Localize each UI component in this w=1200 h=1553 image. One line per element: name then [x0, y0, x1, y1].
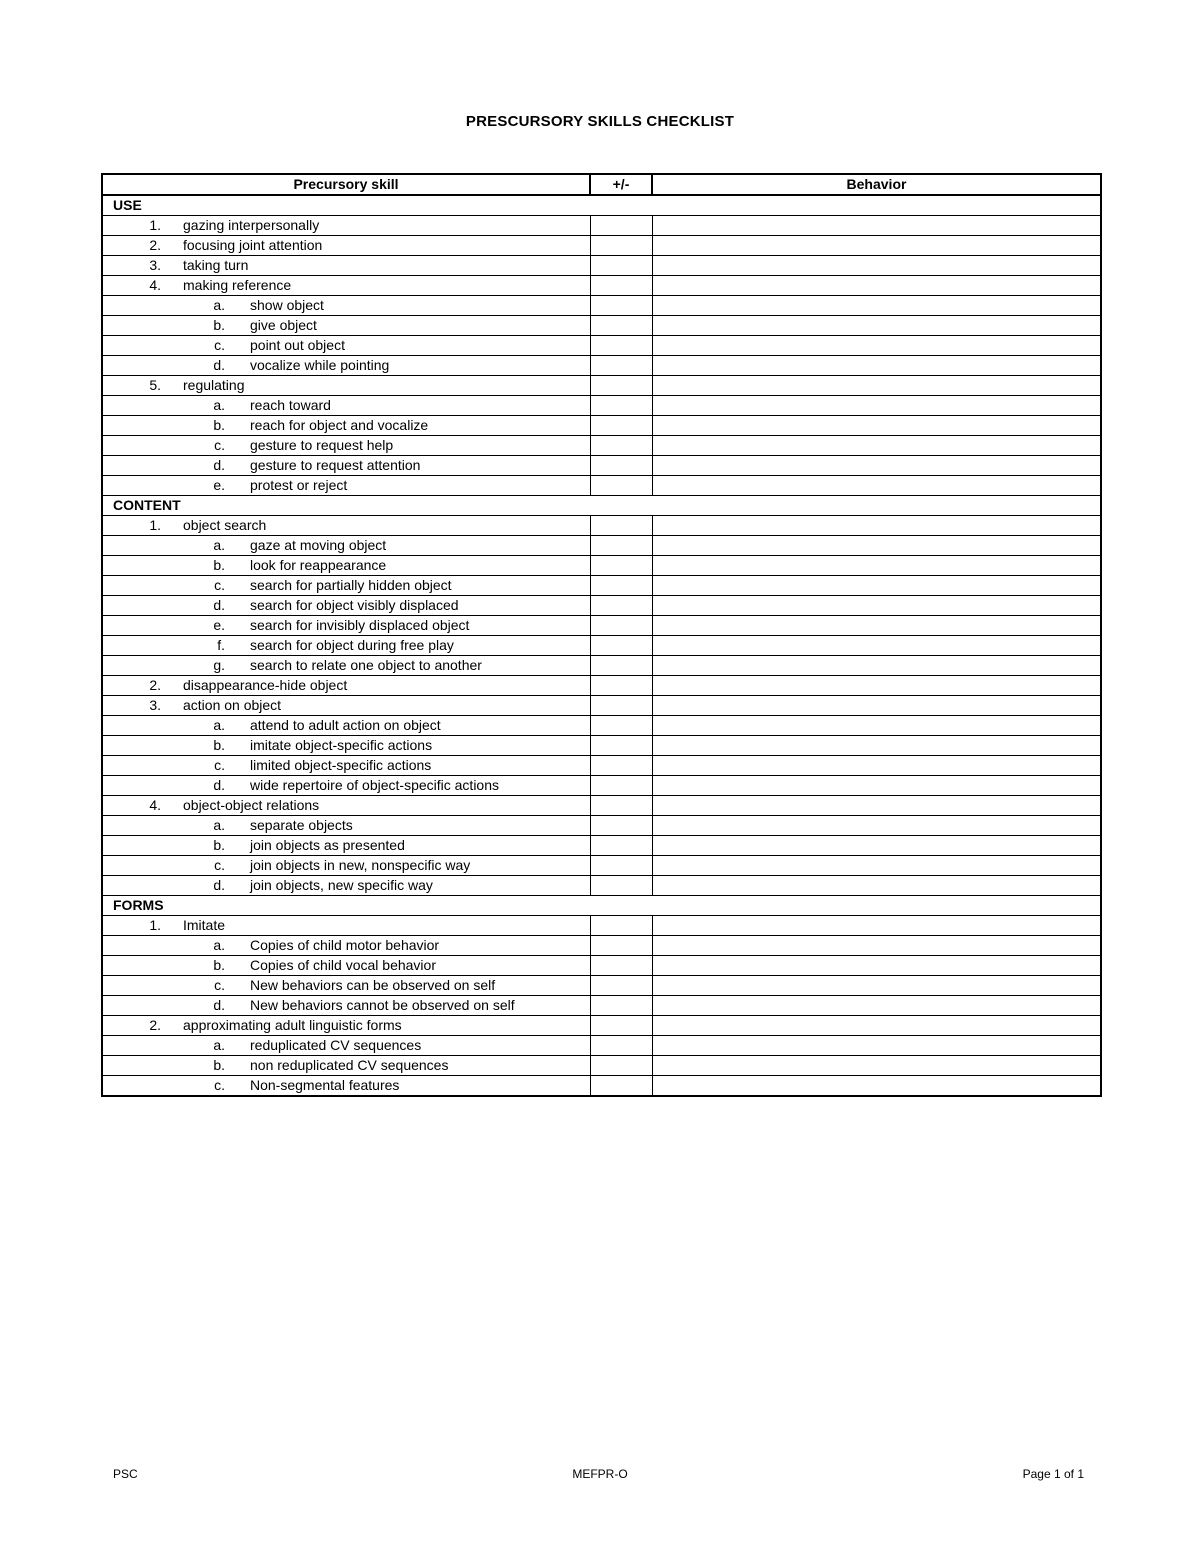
table-row: [102, 316, 1101, 336]
table-row: [102, 576, 1101, 596]
skill-label: New behaviors cannot be observed on self: [250, 997, 515, 1013]
skill-label: regulating: [183, 377, 245, 393]
skill-cell: [102, 716, 590, 736]
skill-cell: [102, 776, 590, 796]
column-header-behavior: Behavior: [652, 174, 1101, 195]
skill-label: imitate object-specific actions: [250, 737, 433, 753]
skill-cell: [102, 396, 590, 416]
skill-label: search for object during free play: [250, 637, 454, 653]
table-row: [102, 856, 1101, 876]
skill-cell: [102, 576, 590, 596]
plus-minus-cell[interactable]: [590, 596, 652, 616]
table-row: [102, 616, 1101, 636]
item-number: a.: [213, 717, 225, 733]
skill-label: search for invisibly displaced object: [250, 617, 470, 633]
table-row: [102, 936, 1101, 956]
section-row-forms: [102, 896, 1101, 916]
column-header-plus-minus: +/-: [590, 174, 652, 195]
behavior-cell[interactable]: [652, 296, 1101, 316]
skill-cell: [102, 516, 590, 536]
item-number: d.: [213, 777, 225, 793]
table-row: [102, 336, 1101, 356]
plus-minus-cell[interactable]: [590, 456, 652, 476]
item-number: c.: [214, 977, 225, 993]
skill-cell: [102, 416, 590, 436]
plus-minus-cell[interactable]: [590, 556, 652, 576]
behavior-cell[interactable]: [652, 236, 1101, 256]
item-number: 3.: [149, 257, 161, 273]
skill-cell: [102, 1016, 590, 1036]
skill-cell: [102, 936, 590, 956]
item-number: d.: [213, 357, 225, 373]
skill-cell: [102, 356, 590, 376]
plus-minus-cell[interactable]: [590, 356, 652, 376]
item-number: b.: [213, 317, 225, 333]
plus-minus-cell[interactable]: [590, 516, 652, 536]
plus-minus-cell[interactable]: [590, 876, 652, 896]
item-number: 4.: [149, 797, 161, 813]
plus-minus-cell[interactable]: [590, 716, 652, 736]
table-body: [102, 195, 1101, 1096]
skill-label: approximating adult linguistic forms: [183, 1017, 402, 1033]
skill-label: disappearance-hide object: [183, 677, 348, 693]
skill-cell: [102, 436, 590, 456]
behavior-cell[interactable]: [652, 876, 1101, 896]
skill-cell: [102, 796, 590, 816]
table-row: [102, 416, 1101, 436]
behavior-cell[interactable]: [652, 1036, 1101, 1056]
plus-minus-cell[interactable]: [590, 856, 652, 876]
skill-label: join objects, new specific way: [250, 877, 433, 893]
plus-minus-cell[interactable]: [590, 816, 652, 836]
skill-label: focusing joint attention: [183, 237, 323, 253]
item-number: 1.: [149, 917, 161, 933]
behavior-cell[interactable]: [652, 416, 1101, 436]
skill-cell: [102, 996, 590, 1016]
plus-minus-cell[interactable]: [590, 276, 652, 296]
behavior-cell[interactable]: [652, 536, 1101, 556]
item-number: d.: [213, 597, 225, 613]
skill-cell: [102, 276, 590, 296]
behavior-cell[interactable]: [652, 436, 1101, 456]
skill-cell: [102, 216, 590, 236]
skill-label: search to relate one object to another: [250, 657, 482, 673]
item-number: e.: [213, 617, 225, 633]
item-number: 4.: [149, 277, 161, 293]
behavior-cell[interactable]: [652, 596, 1101, 616]
skill-cell: [102, 736, 590, 756]
table-row: [102, 536, 1101, 556]
behavior-cell[interactable]: [652, 356, 1101, 376]
item-number: e.: [213, 477, 225, 493]
plus-minus-cell[interactable]: [590, 976, 652, 996]
skill-cell: [102, 456, 590, 476]
skill-label: object search: [183, 517, 267, 533]
skill-label: reduplicated CV sequences: [250, 1037, 422, 1053]
item-number: a.: [213, 817, 225, 833]
behavior-cell[interactable]: [652, 816, 1101, 836]
behavior-cell[interactable]: [652, 776, 1101, 796]
item-number: c.: [214, 1077, 225, 1093]
behavior-cell[interactable]: [652, 1076, 1101, 1097]
skill-label: action on object: [183, 697, 282, 713]
plus-minus-cell[interactable]: [590, 536, 652, 556]
behavior-cell[interactable]: [652, 996, 1101, 1016]
table-row: [102, 436, 1101, 456]
item-number: c.: [214, 337, 225, 353]
skill-cell: [102, 816, 590, 836]
item-number: 2.: [149, 1017, 161, 1033]
skill-cell: [102, 1076, 590, 1097]
skill-label: point out object: [250, 337, 345, 353]
table-row: [102, 756, 1101, 776]
skill-label: join objects as presented: [250, 837, 405, 853]
item-number: b.: [213, 737, 225, 753]
item-number: f.: [217, 637, 225, 653]
skill-label: gaze at moving object: [250, 537, 387, 553]
skill-label: search for partially hidden object: [250, 577, 452, 593]
skill-cell: [102, 676, 590, 696]
plus-minus-cell[interactable]: [590, 656, 652, 676]
behavior-cell[interactable]: [652, 976, 1101, 996]
table-row: [102, 1036, 1101, 1056]
skill-label: wide repertoire of object-specific actions: [250, 777, 500, 793]
plus-minus-cell[interactable]: [590, 296, 652, 316]
behavior-cell[interactable]: [652, 556, 1101, 576]
behavior-cell[interactable]: [652, 716, 1101, 736]
plus-minus-cell[interactable]: [590, 316, 652, 336]
skill-cell: [102, 236, 590, 256]
behavior-cell[interactable]: [652, 736, 1101, 756]
plus-minus-cell[interactable]: [590, 1076, 652, 1097]
skill-cell: [102, 376, 590, 396]
skill-label: gesture to request attention: [250, 457, 421, 473]
table-row: [102, 696, 1101, 716]
item-number: d.: [213, 457, 225, 473]
plus-minus-cell[interactable]: [590, 736, 652, 756]
behavior-cell[interactable]: [652, 856, 1101, 876]
table-row: [102, 736, 1101, 756]
behavior-cell[interactable]: [652, 456, 1101, 476]
item-number: b.: [213, 417, 225, 433]
plus-minus-cell[interactable]: [590, 936, 652, 956]
plus-minus-cell[interactable]: [590, 256, 652, 276]
table-row: [102, 876, 1101, 896]
behavior-cell[interactable]: [652, 256, 1101, 276]
plus-minus-cell[interactable]: [590, 796, 652, 816]
plus-minus-cell[interactable]: [590, 376, 652, 396]
plus-minus-cell[interactable]: [590, 576, 652, 596]
skill-label: Imitate: [183, 917, 226, 933]
skill-cell: [102, 316, 590, 336]
plus-minus-cell[interactable]: [590, 1036, 652, 1056]
table-row: [102, 816, 1101, 836]
skill-cell: [102, 956, 590, 976]
skill-label: gesture to request help: [250, 437, 394, 453]
table-row: [102, 456, 1101, 476]
item-number: g.: [213, 657, 225, 673]
table-row: [102, 976, 1101, 996]
behavior-cell[interactable]: [652, 916, 1101, 936]
table-row: [102, 796, 1101, 816]
plus-minus-cell[interactable]: [590, 236, 652, 256]
behavior-cell[interactable]: [652, 676, 1101, 696]
table-row: [102, 216, 1101, 236]
skill-cell: [102, 616, 590, 636]
plus-minus-cell[interactable]: [590, 436, 652, 456]
behavior-cell[interactable]: [652, 336, 1101, 356]
skill-label: attend to adult action on object: [250, 717, 441, 733]
skill-label: taking turn: [183, 257, 249, 273]
skill-cell: [102, 596, 590, 616]
skill-cell: [102, 916, 590, 936]
table-row: [102, 236, 1101, 256]
item-number: 1.: [149, 217, 161, 233]
item-number: 5.: [149, 377, 161, 393]
table-row: [102, 376, 1101, 396]
behavior-cell[interactable]: [652, 276, 1101, 296]
table-row: [102, 356, 1101, 376]
item-number: c.: [214, 577, 225, 593]
skill-label: Copies of child motor behavior: [250, 937, 440, 953]
column-header-skill: Precursory skill: [102, 174, 590, 195]
skill-label: making reference: [183, 277, 292, 293]
table-row: [102, 676, 1101, 696]
footer-center: MEFPR-O: [572, 1467, 628, 1481]
plus-minus-cell[interactable]: [590, 416, 652, 436]
behavior-cell[interactable]: [652, 616, 1101, 636]
skill-label: reach for object and vocalize: [250, 417, 429, 433]
plus-minus-cell[interactable]: [590, 676, 652, 696]
skill-cell: [102, 556, 590, 576]
table-row: [102, 596, 1101, 616]
section-row-content: [102, 496, 1101, 516]
behavior-cell[interactable]: [652, 796, 1101, 816]
behavior-cell[interactable]: [652, 636, 1101, 656]
plus-minus-cell[interactable]: [590, 1016, 652, 1036]
table-row: [102, 556, 1101, 576]
skill-label: look for reappearance: [250, 557, 387, 573]
table-row: [102, 916, 1101, 936]
footer-left: PSC: [113, 1467, 138, 1481]
skill-label: reach toward: [250, 397, 331, 413]
skill-cell: [102, 756, 590, 776]
plus-minus-cell[interactable]: [590, 216, 652, 236]
item-number: b.: [213, 837, 225, 853]
skill-cell: [102, 976, 590, 996]
table-row: [102, 296, 1101, 316]
item-number: b.: [213, 557, 225, 573]
item-number: 1.: [149, 517, 161, 533]
behavior-cell[interactable]: [652, 576, 1101, 596]
behavior-cell[interactable]: [652, 956, 1101, 976]
plus-minus-cell[interactable]: [590, 996, 652, 1016]
skill-label: New behaviors can be observed on self: [250, 977, 496, 993]
table-row: [102, 956, 1101, 976]
behavior-cell[interactable]: [652, 756, 1101, 776]
behavior-cell[interactable]: [652, 376, 1101, 396]
behavior-cell[interactable]: [652, 1016, 1101, 1036]
plus-minus-cell[interactable]: [590, 616, 652, 636]
table-row: [102, 1056, 1101, 1076]
skill-label: give object: [250, 317, 317, 333]
skills-checklist-table: [101, 173, 1102, 1097]
table-row: [102, 516, 1101, 536]
behavior-cell[interactable]: [652, 216, 1101, 236]
skill-label: gazing interpersonally: [183, 217, 320, 233]
skill-label: vocalize while pointing: [250, 357, 390, 373]
page-title: PRESCURSORY SKILLS CHECKLIST: [465, 113, 735, 130]
table-row: [102, 276, 1101, 296]
behavior-cell[interactable]: [652, 836, 1101, 856]
section-heading: FORMS: [102, 896, 1101, 916]
table-row: [102, 716, 1101, 736]
skill-label: non reduplicated CV sequences: [250, 1057, 449, 1073]
skill-cell: [102, 876, 590, 896]
skill-cell: [102, 476, 590, 496]
skill-cell: [102, 1036, 590, 1056]
item-number: d.: [213, 997, 225, 1013]
item-number: d.: [213, 877, 225, 893]
behavior-cell[interactable]: [652, 936, 1101, 956]
item-number: a.: [213, 1037, 225, 1053]
table-row: [102, 1076, 1101, 1097]
skill-label: show object: [250, 297, 324, 313]
behavior-cell[interactable]: [652, 516, 1101, 536]
footer-page-number: Page 1 of 1: [1022, 1467, 1084, 1481]
table-row: [102, 636, 1101, 656]
item-number: a.: [213, 537, 225, 553]
skill-label: search for object visibly displaced: [250, 597, 459, 613]
table-row: [102, 996, 1101, 1016]
plus-minus-cell[interactable]: [590, 916, 652, 936]
skill-cell: [102, 1056, 590, 1076]
table-row: [102, 476, 1101, 496]
skill-cell: [102, 636, 590, 656]
skill-label: Non-segmental features: [250, 1077, 400, 1093]
item-number: c.: [214, 757, 225, 773]
skill-cell: [102, 836, 590, 856]
behavior-cell[interactable]: [652, 316, 1101, 336]
plus-minus-cell[interactable]: [590, 696, 652, 716]
section-heading: USE: [102, 195, 1101, 216]
item-number: a.: [213, 937, 225, 953]
item-number: a.: [213, 397, 225, 413]
behavior-cell[interactable]: [652, 696, 1101, 716]
table-row: [102, 256, 1101, 276]
plus-minus-cell[interactable]: [590, 756, 652, 776]
table-row: [102, 1016, 1101, 1036]
table-row: [102, 396, 1101, 416]
plus-minus-cell[interactable]: [590, 836, 652, 856]
plus-minus-cell[interactable]: [590, 956, 652, 976]
skill-cell: [102, 656, 590, 676]
skill-cell: [102, 536, 590, 556]
behavior-cell[interactable]: [652, 476, 1101, 496]
section-row-use: [102, 195, 1101, 216]
behavior-cell[interactable]: [652, 656, 1101, 676]
table-row: [102, 776, 1101, 796]
plus-minus-cell[interactable]: [590, 396, 652, 416]
skill-label: join objects in new, nonspecific way: [250, 857, 471, 873]
plus-minus-cell[interactable]: [590, 1056, 652, 1076]
item-number: a.: [213, 297, 225, 313]
item-number: b.: [213, 957, 225, 973]
section-heading: CONTENT: [102, 496, 1101, 516]
plus-minus-cell[interactable]: [590, 776, 652, 796]
plus-minus-cell[interactable]: [590, 636, 652, 656]
item-number: 2.: [149, 677, 161, 693]
skill-cell: [102, 256, 590, 276]
skill-cell: [102, 696, 590, 716]
item-number: b.: [213, 1057, 225, 1073]
behavior-cell[interactable]: [652, 396, 1101, 416]
item-number: 3.: [149, 697, 161, 713]
item-number: c.: [214, 437, 225, 453]
skill-label: object-object relations: [183, 797, 320, 813]
plus-minus-cell[interactable]: [590, 476, 652, 496]
plus-minus-cell[interactable]: [590, 336, 652, 356]
skill-cell: [102, 336, 590, 356]
skill-label: limited object-specific actions: [250, 757, 432, 773]
table-row: [102, 656, 1101, 676]
table-row: [102, 836, 1101, 856]
behavior-cell[interactable]: [652, 1056, 1101, 1076]
item-number: 2.: [149, 237, 161, 253]
skill-label: Copies of child vocal behavior: [250, 957, 436, 973]
skill-cell: [102, 856, 590, 876]
item-number: c.: [214, 857, 225, 873]
table-header-row: [102, 174, 1101, 195]
skill-label: separate objects: [250, 817, 353, 833]
skill-cell: [102, 296, 590, 316]
skill-label: protest or reject: [250, 477, 348, 493]
